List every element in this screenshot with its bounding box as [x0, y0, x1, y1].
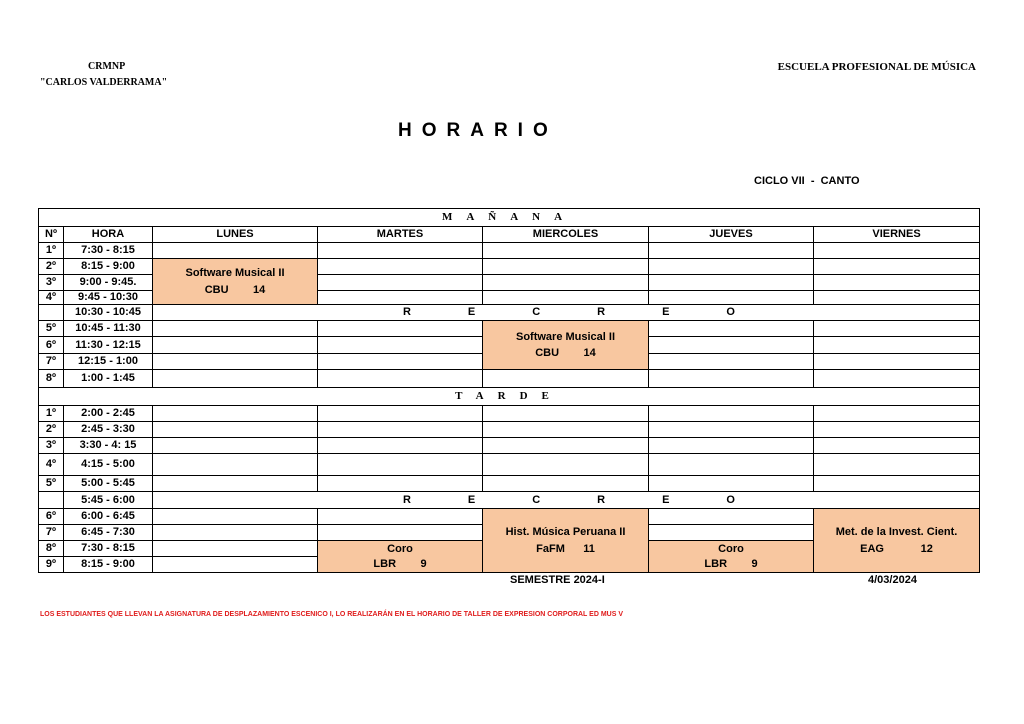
cell-empty	[153, 525, 318, 541]
recreo-letter: C	[532, 306, 541, 319]
row-hora: 6:45 - 7:30	[64, 525, 153, 541]
col-header-martes: MARTES	[318, 227, 483, 243]
cell-empty	[814, 406, 980, 422]
col-header-lunes: LUNES	[153, 227, 318, 243]
cell-empty	[318, 291, 483, 305]
cell-empty	[483, 422, 649, 438]
cell-empty	[814, 422, 980, 438]
cell-empty	[153, 422, 318, 438]
recreo-letter: C	[532, 493, 541, 506]
row-hora: 12:15 - 1:00	[64, 354, 153, 370]
col-header-jueves: JUEVES	[649, 227, 814, 243]
recreo-letter: E	[662, 306, 670, 319]
course-jueves-coro	[649, 541, 814, 573]
cell-empty	[814, 476, 980, 492]
cell-empty	[483, 370, 649, 388]
cell-empty	[649, 509, 814, 525]
cell-empty	[153, 354, 318, 370]
course-name: Coro	[387, 543, 413, 556]
course-meta: EAG 12	[860, 542, 933, 555]
org-subname: "CARLOS VALDERRAMA"	[40, 77, 168, 88]
row-hora: 3:30 - 4: 15	[64, 438, 153, 454]
row-num: 7º	[39, 354, 64, 370]
cell-empty	[153, 337, 318, 354]
cell-empty	[649, 406, 814, 422]
cell-empty	[318, 454, 483, 476]
cell-empty	[649, 438, 814, 454]
course-name: Met. de la Invest. Cient.	[835, 526, 958, 539]
cell-empty	[153, 557, 318, 573]
recreo-letter: E	[662, 493, 670, 506]
row-hora: 7:30 - 8:15	[64, 243, 153, 259]
footnote: LOS ESTUDIANTES QUE LLEVAN LA ASIGNATURA DE DESPLAZAMIENTO ESCENICO I, LO REALIZARÁN EN EL HORARIO DE TALLER DE EXPRESION CORPORAL ED MUS V	[40, 611, 623, 618]
cell-empty	[153, 370, 318, 388]
cell-empty	[814, 370, 980, 388]
course-miercoles-historia	[483, 509, 649, 573]
cell-empty	[814, 243, 980, 259]
recreo-letter: R	[403, 493, 411, 506]
cell-empty	[483, 406, 649, 422]
cell-empty	[318, 509, 483, 525]
cell-empty	[153, 321, 318, 337]
cell-empty	[483, 291, 649, 305]
course-viernes-metodologia	[814, 509, 980, 573]
cell-empty	[483, 243, 649, 259]
recreo-letter: R	[597, 306, 606, 319]
table-row	[39, 370, 980, 388]
course-name: Hist. Música Peruana II	[505, 526, 626, 539]
cell-empty	[153, 541, 318, 557]
course-name: Software Musical II	[515, 330, 616, 343]
course-martes-coro	[318, 541, 483, 573]
row-num: 6º	[39, 337, 64, 354]
course-meta: FaFM 11	[536, 542, 595, 555]
cell-empty	[318, 321, 483, 337]
row-hora: 4:15 - 5:00	[64, 454, 153, 476]
schedule-table	[38, 208, 980, 573]
cell-empty	[483, 438, 649, 454]
row-hora: 9:45 - 10:30	[64, 291, 153, 305]
row-num	[39, 492, 64, 509]
school-name: ESCUELA PROFESIONAL DE MÚSICA	[777, 61, 976, 73]
cell-empty	[483, 259, 649, 275]
row-hora: 5:45 - 6:00	[64, 492, 153, 509]
cell-empty	[318, 243, 483, 259]
cell-empty	[153, 454, 318, 476]
row-hora: 2:45 - 3:30	[64, 422, 153, 438]
cell-empty	[814, 291, 980, 305]
row-hora: 9:00 - 9:45.	[64, 275, 153, 291]
row-hora: 2:00 - 2:45	[64, 406, 153, 422]
cell-empty	[318, 354, 483, 370]
course-lunes-software	[153, 259, 318, 305]
row-num: 5º	[39, 321, 64, 337]
table-row	[39, 422, 980, 438]
cell-empty	[318, 476, 483, 492]
cell-empty	[318, 422, 483, 438]
course-name: Software Musical II	[185, 267, 285, 280]
row-num	[39, 305, 64, 321]
cell-empty	[649, 525, 814, 541]
course-name: Coro	[718, 543, 744, 556]
column-header-row	[39, 227, 980, 243]
row-num: 8º	[39, 541, 64, 557]
row-hora: 11:30 - 12:15	[64, 337, 153, 354]
col-header-viernes: VIERNES	[814, 227, 980, 243]
row-num: 7º	[39, 525, 64, 541]
table-row	[39, 438, 980, 454]
row-hora: 10:45 - 11:30	[64, 321, 153, 337]
cell-empty	[153, 243, 318, 259]
cell-empty	[483, 454, 649, 476]
row-hora: 7:30 - 8:15	[64, 541, 153, 557]
course-meta: LBR 9	[704, 557, 758, 570]
cell-empty	[649, 337, 814, 354]
row-hora: 8:15 - 9:00	[64, 259, 153, 275]
recreo-row	[39, 492, 980, 509]
cell-empty	[649, 321, 814, 337]
row-hora: 1:00 - 1:45	[64, 370, 153, 388]
recreo-row	[39, 305, 980, 321]
row-num: 4º	[39, 291, 64, 305]
table-row	[39, 321, 980, 337]
recreo-letter: R	[403, 306, 411, 319]
row-num: 9º	[39, 557, 64, 573]
date-label: 4/03/2024	[868, 574, 917, 586]
cell-empty	[318, 406, 483, 422]
cell-empty	[318, 370, 483, 388]
cell-empty	[814, 454, 980, 476]
row-num: 1º	[39, 406, 64, 422]
cell-empty	[814, 337, 980, 354]
row-hora: 5:00 - 5:45	[64, 476, 153, 492]
col-header-miercoles: MIERCOLES	[483, 227, 649, 243]
cell-empty	[483, 476, 649, 492]
recreo-label	[153, 305, 980, 321]
recreo-label	[153, 492, 980, 509]
cell-empty	[814, 275, 980, 291]
row-hora: 8:15 - 9:00	[64, 557, 153, 573]
semester-label: SEMESTRE 2024-I	[510, 574, 605, 586]
row-num: 5º	[39, 476, 64, 492]
cell-empty	[153, 438, 318, 454]
cell-empty	[318, 438, 483, 454]
cell-empty	[318, 525, 483, 541]
cell-empty	[649, 291, 814, 305]
row-hora: 6:00 - 6:45	[64, 509, 153, 525]
row-num: 3º	[39, 275, 64, 291]
table-row	[39, 454, 980, 476]
ciclo-label: CICLO VII - CANTO	[754, 175, 860, 187]
row-num: 8º	[39, 370, 64, 388]
cell-empty	[814, 354, 980, 370]
cell-empty	[649, 454, 814, 476]
table-row	[39, 259, 980, 275]
recreo-letter: E	[467, 306, 476, 319]
table-row	[39, 243, 980, 259]
table-row	[39, 406, 980, 422]
recreo-letter: E	[467, 493, 476, 506]
cell-empty	[649, 476, 814, 492]
row-num: 2º	[39, 422, 64, 438]
row-num: 4º	[39, 454, 64, 476]
col-header-num: Nº	[39, 227, 64, 243]
cell-empty	[318, 337, 483, 354]
cell-empty	[318, 275, 483, 291]
cell-empty	[649, 243, 814, 259]
cell-empty	[153, 476, 318, 492]
cell-empty	[153, 406, 318, 422]
course-miercoles-software	[483, 321, 649, 370]
cell-empty	[649, 422, 814, 438]
cell-empty	[649, 275, 814, 291]
cell-empty	[814, 321, 980, 337]
cell-empty	[318, 259, 483, 275]
recreo-letter: O	[726, 493, 735, 506]
course-meta: LBR 9	[373, 557, 427, 570]
row-num: 1º	[39, 243, 64, 259]
page-title: HORARIO	[398, 120, 558, 141]
recreo-letter: O	[726, 306, 735, 319]
course-meta: CBU 14	[535, 347, 596, 359]
table-row	[39, 476, 980, 492]
cell-empty	[649, 370, 814, 388]
course-meta: CBU 14	[204, 283, 266, 296]
manana-section-title: MAÑANA	[39, 209, 980, 227]
cell-empty	[814, 259, 980, 275]
recreo-letter: R	[597, 493, 606, 506]
row-num: 6º	[39, 509, 64, 525]
table-row	[39, 509, 980, 525]
cell-empty	[814, 438, 980, 454]
row-num: 2º	[39, 259, 64, 275]
row-num: 3º	[39, 438, 64, 454]
cell-empty	[483, 275, 649, 291]
cell-empty	[649, 259, 814, 275]
row-hora: 10:30 - 10:45	[64, 305, 153, 321]
cell-empty	[649, 354, 814, 370]
col-header-hora: HORA	[64, 227, 153, 243]
tarde-section-title: TARDE	[39, 388, 980, 406]
cell-empty	[153, 509, 318, 525]
org-name: CRMNP	[88, 61, 126, 72]
